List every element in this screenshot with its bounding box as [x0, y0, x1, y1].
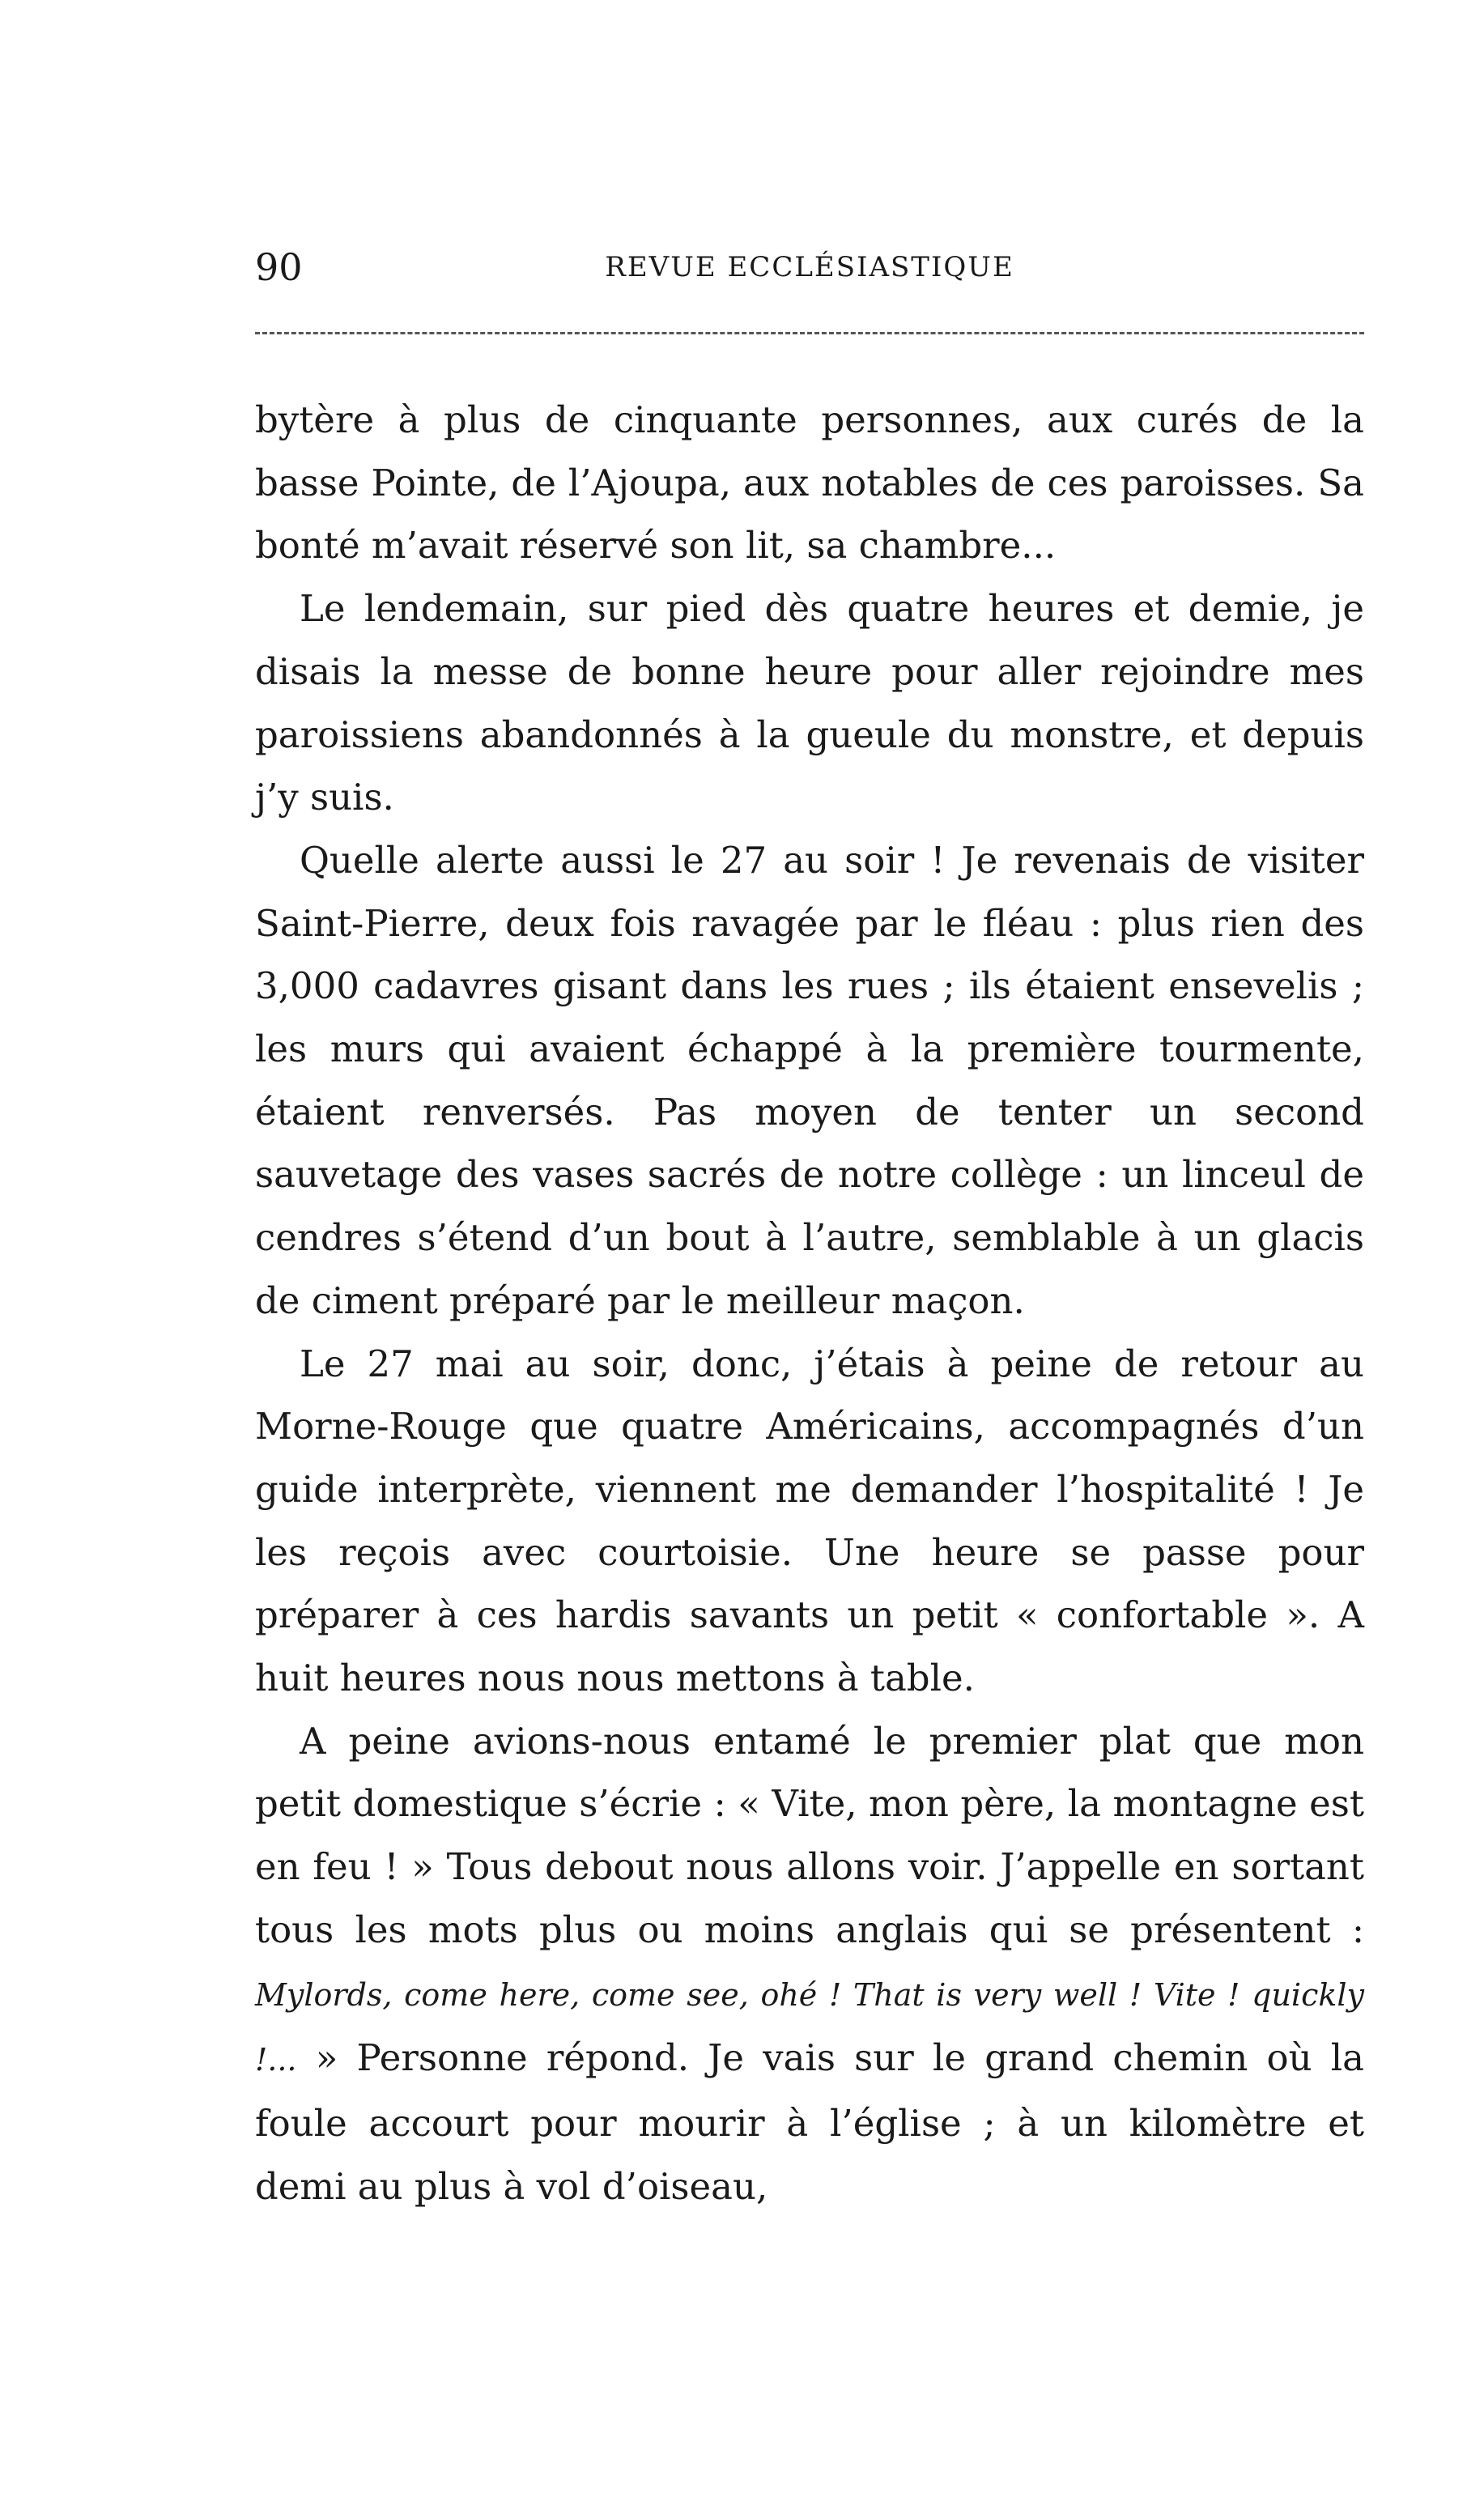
paragraph-4: Le 27 mai au soir, donc, j’étais à peine de retour au Morne-Rouge que quatre Américains, accompagnés d’un guide interprète, viennent me demander l’hospitalité ! Je les reçois avec courtoisie. Une heure se passe pour préparer à ces hardis savants un petit « confortable ». A huit heures nous nous mettons à table.	[255, 1342, 1364, 1700]
paragraph-2: Le lendemain, sur pied dès quatre heures et demie, je disais la messe de bonne heure pour aller rejoindre mes paroissiens abandonnés à la gueule du monstre, et depuis j’y suis.	[255, 587, 1364, 819]
header-rule	[255, 332, 1364, 334]
page-number: 90	[255, 245, 303, 289]
paragraph-5	[255, 1710, 1364, 2218]
paragraph-5-text-before: A peine avions-nous entamé le premier plat que mon petit domestique s’écrie : « Vite, mon père, la montagne est en feu ! » Tous debout nous allons voir. J’appelle en sortant tous les mots plus ou moins anglais qui se présentent :	[255, 1719, 1364, 1951]
body-text	[255, 389, 1364, 2218]
paragraph-5-english-quote: Mylords, come here, come see, ohé ! That is very well ! Vite ! quickly !...	[255, 1976, 1364, 2078]
paragraph-3: Quelle alerte aussi le 27 au soir ! Je revenais de visiter Saint-Pierre, deux fois ravagée par le fléau : plus rien des 3,000 cadavres gisant dans les rues ; ils étaient ensevelis ; les murs qui avaient échappé à la première tourmente, étaient renversés. Pas moyen de tenter un second sauvetage des vases sacrés de notre collège : un linceul de cendres s’étend d’un bout à l’autre, semblable à un glacis de ciment préparé par le meilleur maçon.	[255, 838, 1364, 1322]
running-title: REVUE ECCLÉSIASTIQUE	[605, 251, 1014, 283]
paragraph-5-text-after: » Personne répond. Je vais sur le grand chemin où la foule accourt pour mourir à l’église ; à un kilomètre et demi au plus à vol d’oiseau,	[255, 2036, 1364, 2208]
page-header	[255, 243, 1364, 291]
paragraph-1: bytère à plus de cinquante personnes, aux curés de la basse Pointe, de l’Ajoupa, aux notables de ces paroisses. Sa bonté m’avait réservé son lit, sa chambre...	[255, 398, 1364, 568]
